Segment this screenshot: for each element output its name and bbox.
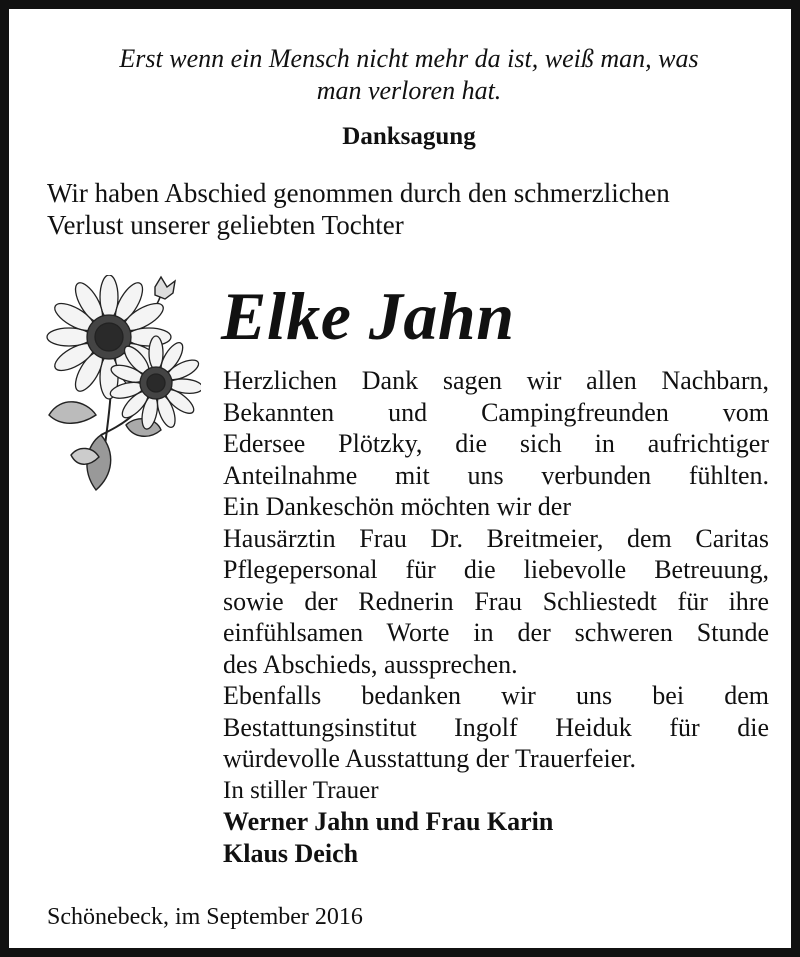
paragraph-line: einfühlsamen Worte in der schweren Stunde [223, 618, 769, 647]
quote-line: man verloren hat. [316, 76, 502, 105]
paragraph-line: Bekannten und Campingfreunden vom [223, 397, 769, 427]
sunflower-icon [41, 275, 201, 505]
paragraph-line: Ebenfalls bedanken wir uns bei dem [223, 681, 769, 710]
paragraph-line: Ein Dankeschön möchten wir der [223, 492, 572, 521]
paragraph-line: Pflegepersonal für die liebevolle Betreuung, [223, 555, 769, 584]
closing-block [223, 775, 553, 870]
quote-line: Erst wenn ein Mensch nicht mehr da ist, weiß man, was [119, 44, 699, 73]
thanks-paragraph [223, 365, 769, 775]
paragraph-line: Herzlichen Dank sagen wir allen Nachbarn, [223, 366, 769, 395]
paragraph-line: Anteilnahme mit uns verbunden fühlten. [223, 460, 769, 490]
intro-text [47, 177, 787, 241]
closing-phrase: In stiller Trauer [223, 777, 379, 804]
paragraph-line: Hausärztin Frau Dr. Breitmeier, dem Caritas [223, 523, 769, 553]
place-date: Schönebeck, im September 2016 [47, 904, 363, 930]
paragraph-line: sowie der Rednerin Frau Schliestedt für ihre [223, 586, 769, 616]
intro-line: Verlust unserer geliebten Tochter [47, 210, 404, 240]
paragraph-line: Edersee Plötzky, die sich in aufrichtiger [223, 429, 769, 458]
deceased-name: Elke Jahn [221, 278, 515, 354]
signatory: Klaus Deich [223, 839, 359, 868]
heading-danksagung: Danksagung [342, 123, 476, 150]
memorial-quote [49, 43, 769, 107]
paragraph-line: würdevolle Ausstattung der Trauerfeier. [223, 744, 637, 773]
signatory: Werner Jahn und Frau Karin [223, 807, 554, 836]
paragraph-line: des Abschieds, aussprechen. [223, 649, 518, 679]
intro-line: Wir haben Abschied genommen durch den schmerzlichen [47, 178, 670, 208]
paragraph-line: Bestattungsinstitut Ingolf Heiduk für die [223, 712, 769, 742]
